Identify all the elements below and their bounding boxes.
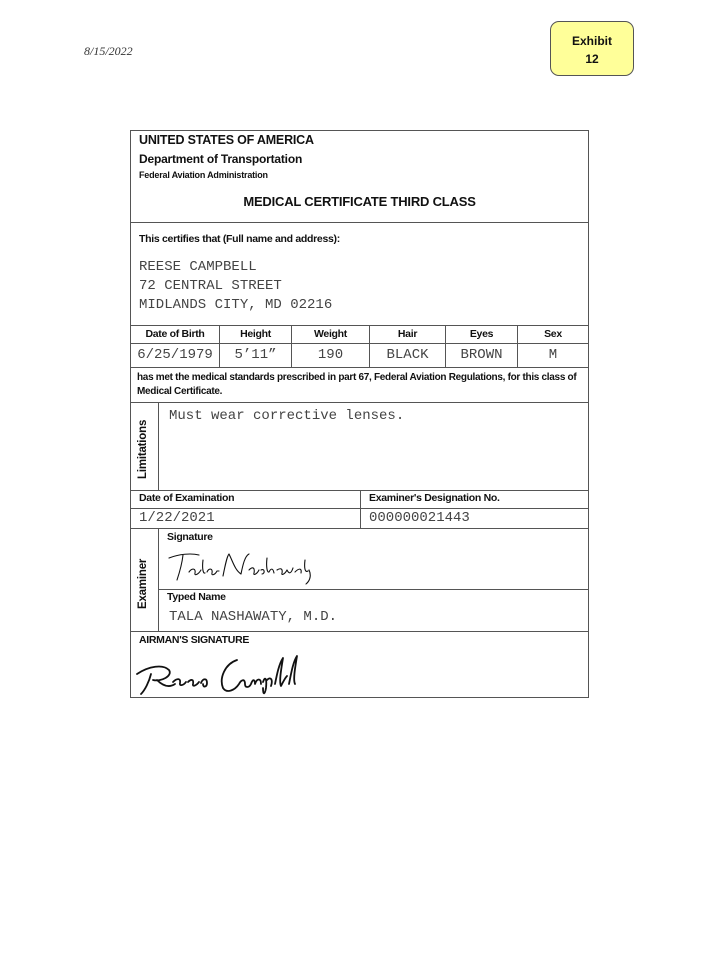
sex-value: M — [548, 347, 558, 363]
dob-label: Date of Birth — [131, 326, 220, 343]
examiner-label: Examiner — [137, 558, 149, 609]
attributes-value-row — [131, 344, 588, 368]
hair-value: BLACK — [370, 344, 446, 367]
exhibit-label: Exhibit — [571, 34, 612, 48]
height-value: 5’11” — [220, 344, 292, 367]
exam-header-row — [131, 491, 588, 509]
typed-name-box — [159, 589, 588, 632]
examiner-section — [131, 529, 588, 632]
exhibit-sticker — [550, 21, 634, 76]
exam-value-row — [131, 509, 588, 529]
examiner-signature-box — [159, 529, 588, 590]
certificate-header — [131, 131, 588, 223]
agency-name: Federal Aviation Administration — [139, 170, 268, 180]
dob-value: 6/25/1979 — [131, 344, 220, 367]
attributes-header-row — [131, 326, 588, 344]
standards-section — [131, 368, 588, 403]
examiner-label-cell — [131, 529, 159, 631]
exhibit-number: 12 — [585, 52, 599, 66]
holder-address-block — [139, 258, 332, 315]
exam-date-value: 1/22/2021 — [139, 510, 215, 526]
airman-signature-label: AIRMAN'S SIGNATURE — [139, 634, 250, 646]
airman-signature — [133, 648, 313, 698]
examiner-signature — [165, 546, 315, 586]
sex-label: Sex — [544, 328, 562, 340]
limitations-label-cell — [131, 403, 159, 490]
medical-certificate — [130, 130, 589, 698]
weight-label: Weight — [292, 326, 370, 343]
exam-divider — [360, 491, 361, 508]
standards-statement: has met the medical standards prescribed in part 67, Federal Aviation Regulations, for this class of Medical Certificate. — [137, 372, 577, 397]
typed-name-value: TALA NASHAWATY, M.D. — [169, 609, 338, 625]
signature-label: Signature — [167, 531, 213, 543]
limitations-text: Must wear corrective lenses. — [169, 408, 405, 424]
certifies-label: This certifies that (Full name and address): — [139, 233, 340, 245]
exam-value-divider — [360, 509, 361, 528]
designation-value: 000000021443 — [369, 510, 470, 526]
airman-signature-section — [131, 632, 588, 697]
designation-label: Examiner's Designation No. — [369, 492, 500, 504]
limitations-section — [131, 403, 588, 491]
certificate-title: MEDICAL CERTIFICATE THIRD CLASS — [243, 194, 476, 209]
document-date: 8/15/2022 — [84, 44, 133, 58]
holder-name: REESE CAMPBELL — [139, 259, 257, 275]
hair-label: Hair — [370, 326, 446, 343]
weight-value: 190 — [292, 344, 370, 367]
address-line-1: 72 CENTRAL STREET — [139, 278, 282, 294]
exam-date-label: Date of Examination — [139, 492, 235, 504]
country-name: UNITED STATES OF AMERICA — [139, 133, 314, 147]
eyes-value: BROWN — [446, 344, 518, 367]
typed-name-label: Typed Name — [167, 591, 226, 603]
department-name: Department of Transportation — [139, 152, 303, 166]
height-label: Height — [220, 326, 292, 343]
limitations-label: Limitations — [137, 419, 149, 479]
address-line-2: MIDLANDS CITY, MD 02216 — [139, 297, 333, 313]
name-address-section — [131, 223, 588, 326]
eyes-label: Eyes — [446, 326, 518, 343]
